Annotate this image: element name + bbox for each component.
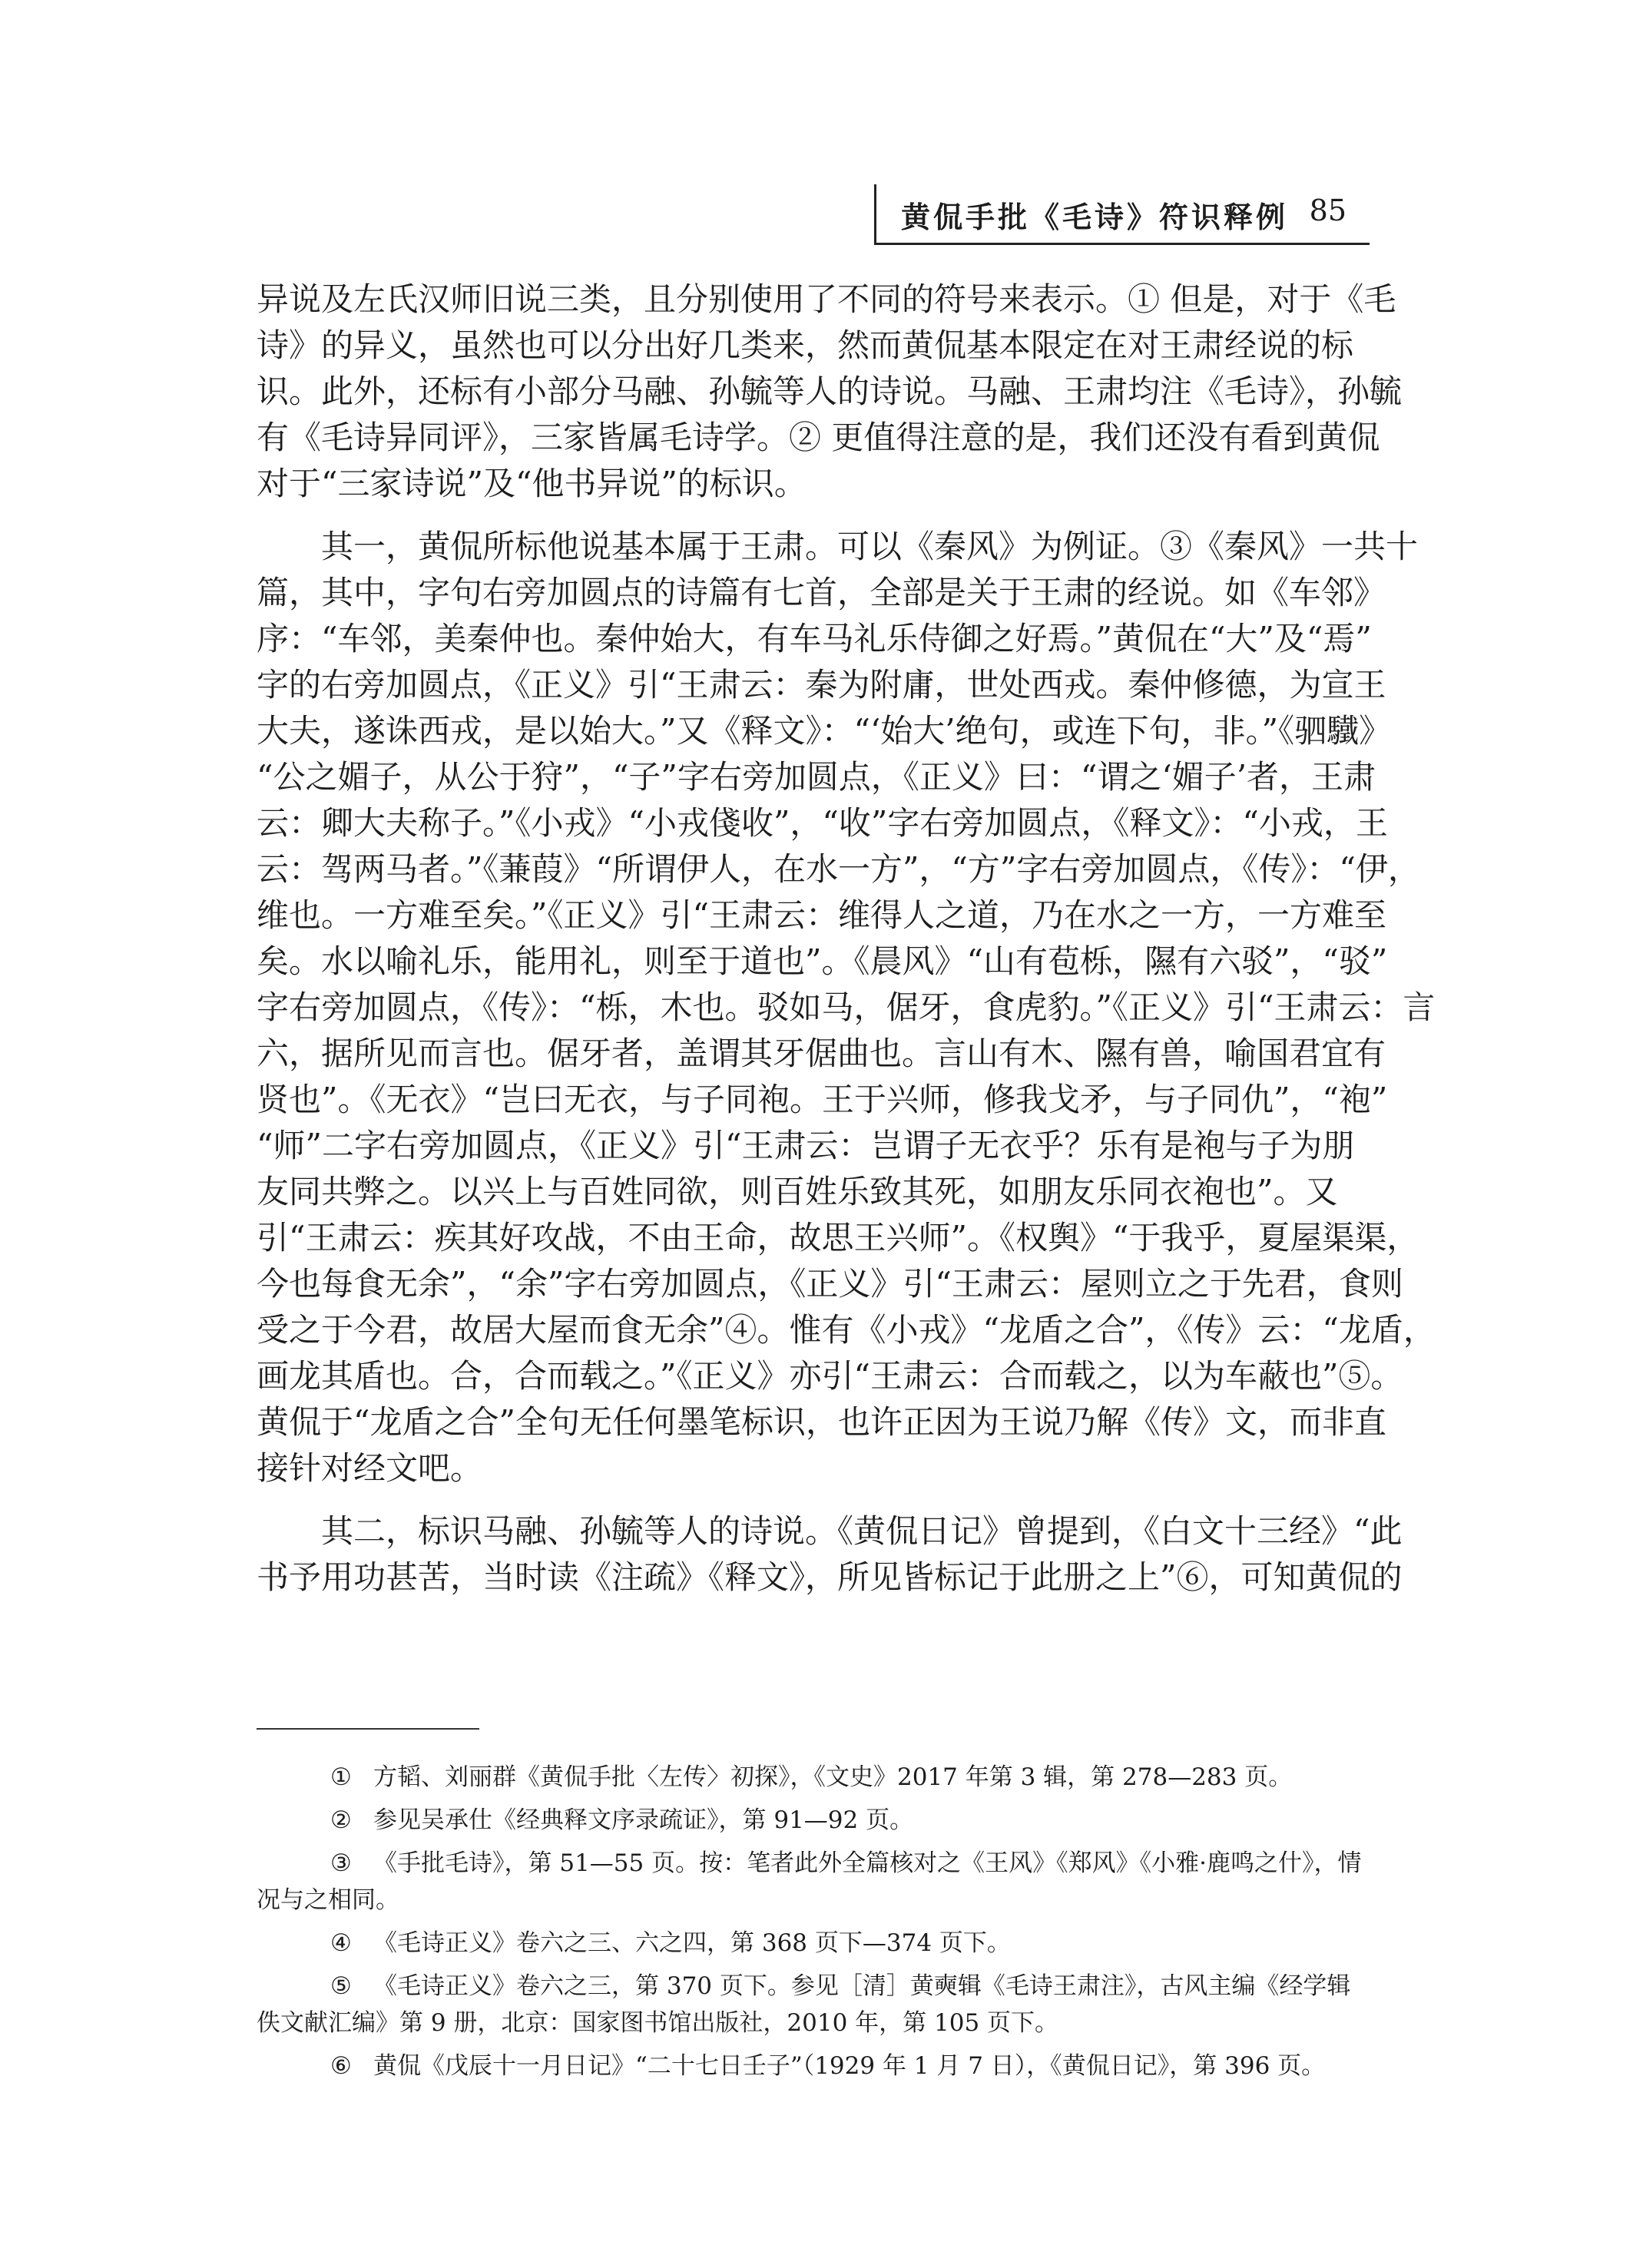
text-line: 维也。一方难至矣。”《正义》引“王肃云：维得人之道，乃在水之一方，一方难至 (257, 896, 1386, 934)
footnote-mark: ⑥ (330, 2052, 352, 2080)
text-line: 云：卿大夫称子。”《小戎》“小戎俴收”，“收”字右旁加圆点，《释文》：“小戎，王 (257, 804, 1388, 842)
text-line: 今也每食无余”，“余”字右旁加圆点，《正义》引“王肃云：屋则立之于先君，食则 (257, 1265, 1403, 1303)
footnote-mark: ③ (330, 1849, 352, 1877)
main-text (257, 276, 1436, 1601)
running-header (874, 184, 1370, 245)
footnote (257, 2048, 1367, 2084)
footnote (257, 1845, 1367, 1919)
text-line: 矣。水以喻礼乐，能用礼，则至于道也”。《晨风》“山有苞栎，隰有六驳”，“驳” (257, 942, 1388, 980)
text-line: 云：驾两马者。”《蒹葭》“所谓伊人，在水一方”，“方”字右旁加圆点，《传》：“伊， (257, 850, 1420, 888)
running-title: 黄侃手批《毛诗》符识释例 (901, 200, 1289, 234)
footnote-mark: ⑤ (330, 1972, 352, 2000)
text-line: 书予用功甚苦，当时读《注疏》《释文》，所见皆标记于此册之上”⑥，可知黄侃的 (257, 1558, 1403, 1596)
text-line: 异说及左氏汉师旧说三类，且分别使用了不同的符号来表示。① 但是，对于《毛 (257, 280, 1396, 318)
text-line: 受之于今君，故居大屋而食无余”④。惟有《小戎》“龙盾之合”，《传》云：“龙盾， (257, 1311, 1436, 1349)
page-number: 85 (1309, 194, 1346, 227)
footnotes (257, 1759, 1367, 2091)
text-line: 有《毛诗异同评》，三家皆属毛诗学。② 更值得注意的是，我们还没有看到黄侃 (257, 419, 1380, 456)
footnote-text: 参见吴承仕《经典释文序录疏证》，第 91—92 页。 (373, 1806, 914, 1834)
text-line: 接针对经文吧。 (257, 1449, 483, 1487)
text-line: 大夫，遂诛西戎，是以始大。”又《释文》：“‘始大’绝句，或连下句，非。”《驷驖》 (257, 712, 1392, 750)
footnote-mark: ① (330, 1763, 352, 1791)
text-line: 字右旁加圆点，《传》：“栎，木也。驳如马，倨牙，食虎豹。”《正义》引“王肃云：言 (257, 988, 1436, 1026)
text-line: 序：“车邻，美秦仲也。秦仲始大，有车马礼乐侍御之好焉。”黄侃在“大”及“焉” (257, 620, 1372, 657)
text-line: 贤也”。《无衣》“岂曰无衣，与子同袍。王于兴师，修我戈矛，与子同仇”，“袍” (257, 1081, 1388, 1118)
footnote-text: 黄侃《戊辰十一月日记》“二十七日壬子”（1929 年 1 月 7 日），《黄侃日记》，第 396 页。 (373, 2052, 1326, 2080)
footnote-mark: ② (330, 1806, 352, 1834)
footnote (257, 1759, 1367, 1796)
text-line: 六，据所见而言也。倨牙者，盖谓其牙倨曲也。言山有木、隰有兽，喻国君宜有 (257, 1035, 1386, 1072)
text-line: “师”二字右旁加圆点，《正义》引“王肃云：岂谓子无衣乎？乐有是袍与子为朋 (257, 1127, 1355, 1164)
footnote-text: 方韬、刘丽群《黄侃手批〈左传〉初探》，《文史》2017 年第 3 辑，第 278—283 页。 (373, 1763, 1293, 1791)
text-line: 其二，标识马融、孙毓等人的诗说。《黄侃日记》曾提到，《白文十三经》“此 (257, 1512, 1403, 1550)
text-line: 字的右旁加圆点，《正义》引“王肃云：秦为附庸，世处西戎。秦仲修德，为宣王 (257, 666, 1386, 704)
text-line: 黄侃于“龙盾之合”全句无任何墨笔标识，也许正因为王说乃解《传》文，而非直 (257, 1403, 1386, 1441)
footnote-text: 《毛诗正义》卷六之三、六之四，第 368 页下—374 页下。 (373, 1929, 1011, 1957)
text-line: 对于“三家诗说”及“他书异说”的标识。 (257, 465, 807, 502)
footnote (257, 1925, 1367, 1962)
footnote-text: 《手批毛诗》，第 51—55 页。按：笔者此外全篇核对之《王风》《郑风》《小雅·鹿鸣之什》，情况与之相同。 (257, 1849, 1362, 1914)
text-line: 友同共弊之。以兴上与百姓同欲，则百姓乐致其死，如朋友乐同衣袍也”。又 (257, 1173, 1338, 1210)
text-line: 识。此外，还标有小部分马融、孙毓等人的诗说。马融、王肃均注《毛诗》，孙毓 (257, 372, 1403, 410)
text-line: 诗》的异义，虽然也可以分出好几类来，然而黄侃基本限定在对王肃经说的标 (257, 326, 1354, 364)
footnote-text: 《毛诗正义》卷六之三，第 370 页下。参见［清］黄奭辑《毛诗王肃注》，古风主编《经学辑佚文献汇编》第 9 册，北京：国家图书馆出版社，2010 年，第 105 页下。 (257, 1972, 1351, 2037)
text-line: 其一，黄侃所标他说基本属于王肃。可以《秦风》为例证。③《秦风》一共十 (257, 528, 1419, 565)
footnote (257, 1802, 1367, 1839)
footnote-separator (257, 1728, 479, 1730)
text-line: 篇，其中，字句右旁加圆点的诗篇有七首，全部是关于王肃的经说。如《车邻》 (257, 574, 1386, 611)
text-line: 引“王肃云：疾其好攻战，不由王命，故思王兴师”。《权舆》“于我乎，夏屋渠渠， (257, 1219, 1419, 1257)
footnote (257, 1968, 1367, 2041)
footnote-mark: ④ (330, 1929, 352, 1957)
text-line: 画龙其盾也。合，合而载之。”《正义》亦引“王肃云：合而载之，以为车蔽也”⑤。 (257, 1357, 1403, 1395)
text-line: “公之媚子，从公于狩”，“子”字右旁加圆点，《正义》曰：“谓之‘媚子’者，王肃 (257, 758, 1376, 796)
